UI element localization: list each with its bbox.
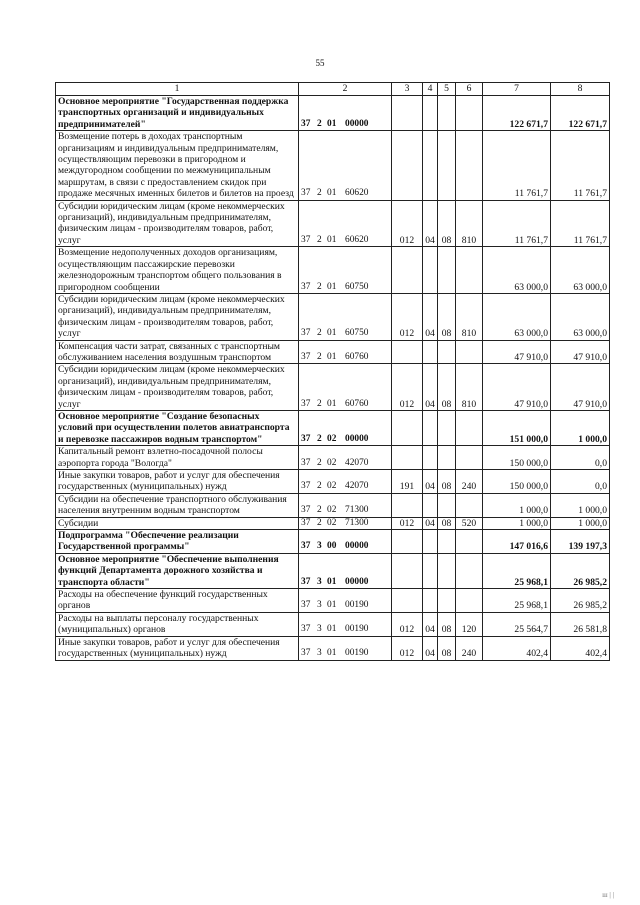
row-code (299, 131, 392, 200)
table-row (56, 340, 610, 364)
code-part: 02 (327, 481, 337, 492)
row-sum-2: 402,4 (551, 636, 610, 660)
code-part: 01 (327, 188, 337, 199)
code-part: 3 (317, 600, 322, 611)
code-part: 02 (327, 457, 337, 468)
row-pr: 08 (438, 636, 456, 660)
budget-table (55, 82, 610, 661)
code-part: 02 (327, 517, 337, 528)
code-part: 01 (327, 576, 337, 587)
code-part: 00190 (345, 624, 369, 635)
row-grbs (392, 247, 423, 294)
code-part: 00000 (345, 576, 369, 587)
code-part: 2 (317, 457, 322, 468)
row-name: Компенсация части затрат, связанных с транспортным обслуживанием населения воздушным транспортом (56, 340, 299, 364)
row-sum-1: 47 910,0 (483, 340, 551, 364)
code-part: 37 (301, 398, 311, 409)
row-rz: 04 (423, 636, 438, 660)
code-part: 2 (317, 234, 322, 245)
code-part: 37 (301, 351, 311, 362)
code-part: 01 (327, 624, 337, 635)
code-part: 01 (327, 118, 337, 129)
row-sum-2: 1 000,0 (551, 410, 610, 445)
row-code (299, 247, 392, 294)
row-vr (456, 340, 483, 364)
row-grbs: 012 (392, 200, 423, 247)
code-part: 60620 (345, 234, 369, 245)
code-part: 2 (317, 328, 322, 339)
row-sum-1: 47 910,0 (483, 364, 551, 411)
row-pr (438, 446, 456, 470)
code-part: 37 (301, 234, 311, 245)
code-part: 01 (327, 234, 337, 245)
code-part: 3 (317, 541, 322, 552)
row-sum-1: 402,4 (483, 636, 551, 660)
header-cell: 5 (438, 83, 456, 96)
code-part: 37 (301, 328, 311, 339)
row-pr (438, 589, 456, 613)
row-sum-2: 122 671,7 (551, 96, 610, 131)
row-grbs: 012 (392, 293, 423, 340)
row-rz (423, 553, 438, 588)
row-sum-1: 1 000,0 (483, 517, 551, 529)
row-sum-1: 150 000,0 (483, 470, 551, 494)
code-part: 00190 (345, 600, 369, 611)
row-grbs: 012 (392, 612, 423, 636)
row-vr (456, 131, 483, 200)
row-sum-1: 25 564,7 (483, 612, 551, 636)
code-part: 37 (301, 433, 311, 444)
row-vr (456, 446, 483, 470)
row-pr (438, 247, 456, 294)
row-name: Иные закупки товаров, работ и услуг для обеспечения государственных (муниципальных) нужд (56, 636, 299, 660)
row-vr: 810 (456, 364, 483, 411)
row-rz: 04 (423, 293, 438, 340)
code-part: 60750 (345, 281, 369, 292)
row-name: Субсидии юридическим лицам (кроме некоммерческих организаций), индивидуальным предпринимателям, физическим лицам - производителям товаров, работ, услуг (56, 293, 299, 340)
row-sum-1: 11 761,7 (483, 200, 551, 247)
row-grbs: 012 (392, 636, 423, 660)
header-cell: 6 (456, 83, 483, 96)
row-rz: 04 (423, 200, 438, 247)
row-rz (423, 493, 438, 517)
code-part: 37 (301, 541, 311, 552)
row-name: Основное мероприятие "Обеспечение выполнения функций Департамента дорожного хозяйства и транспорта области" (56, 553, 299, 588)
code-part: 71300 (345, 505, 369, 516)
code-part: 01 (327, 648, 337, 659)
page-number: 55 (315, 58, 325, 68)
row-rz (423, 530, 438, 554)
row-pr: 08 (438, 293, 456, 340)
row-rz: 04 (423, 612, 438, 636)
code-part: 37 (301, 576, 311, 587)
code-part: 3 (317, 648, 322, 659)
code-part: 37 (301, 281, 311, 292)
row-sum-2: 0,0 (551, 446, 610, 470)
row-sum-2: 139 197,3 (551, 530, 610, 554)
code-part: 42070 (345, 481, 369, 492)
row-name: Расходы на выплаты персоналу государственных (муниципальных) органов (56, 612, 299, 636)
code-part: 37 (301, 481, 311, 492)
code-part: 37 (301, 188, 311, 199)
code-part: 37 (301, 624, 311, 635)
row-sum-2: 1 000,0 (551, 517, 610, 529)
code-part: 02 (327, 433, 337, 444)
row-name: Субсидии юридическим лицам (кроме некоммерческих организаций), индивидуальным предпринимателям, физическим лицам - производителям товаров, работ, услуг (56, 364, 299, 411)
code-part: 00000 (345, 541, 369, 552)
row-rz: 04 (423, 470, 438, 494)
row-sum-1: 25 968,1 (483, 553, 551, 588)
code-part: 00000 (345, 118, 369, 129)
row-code (299, 446, 392, 470)
row-rz (423, 589, 438, 613)
row-rz (423, 340, 438, 364)
row-pr (438, 410, 456, 445)
code-part: 60620 (345, 188, 369, 199)
row-vr: 810 (456, 200, 483, 247)
row-vr: 240 (456, 636, 483, 660)
row-sum-2: 1 000,0 (551, 493, 610, 517)
code-part: 2 (317, 398, 322, 409)
row-rz (423, 131, 438, 200)
code-part: 01 (327, 281, 337, 292)
header-cell: 4 (423, 83, 438, 96)
row-sum-1: 1 000,0 (483, 493, 551, 517)
table-row (56, 470, 610, 494)
table-row (56, 636, 610, 660)
row-grbs (392, 553, 423, 588)
row-sum-2: 63 000,0 (551, 247, 610, 294)
row-code (299, 293, 392, 340)
row-code (299, 589, 392, 613)
code-part: 37 (301, 457, 311, 468)
header-cell: 8 (551, 83, 610, 96)
row-grbs (392, 493, 423, 517)
row-vr (456, 493, 483, 517)
code-part: 2 (317, 351, 322, 362)
header-cell: 7 (483, 83, 551, 96)
row-code (299, 96, 392, 131)
row-name: Субсидии на обеспечение транспортного обслуживания населения внутренним водным транспортом (56, 493, 299, 517)
row-name: Субсидии юридическим лицам (кроме некоммерческих организаций), индивидуальным предпринимателям, физическим лицам - производителям товаров, работ, услуг (56, 200, 299, 247)
row-name: Субсидии (56, 517, 299, 529)
table-row (56, 612, 610, 636)
row-vr (456, 589, 483, 613)
row-rz: 04 (423, 364, 438, 411)
code-part: 2 (317, 188, 322, 199)
row-vr (456, 96, 483, 131)
row-vr: 810 (456, 293, 483, 340)
row-code (299, 493, 392, 517)
table-row (56, 293, 610, 340)
code-part: 3 (317, 576, 322, 587)
header-cell: 3 (392, 83, 423, 96)
row-sum-1: 25 968,1 (483, 589, 551, 613)
code-part: 2 (317, 118, 322, 129)
code-part: 2 (317, 433, 322, 444)
row-code (299, 200, 392, 247)
row-sum-2: 0,0 (551, 470, 610, 494)
code-part: 01 (327, 398, 337, 409)
table-row (56, 131, 610, 200)
row-rz (423, 410, 438, 445)
row-name: Подпрограмма "Обеспечение реализации Государственной программы" (56, 530, 299, 554)
table-row (56, 530, 610, 554)
row-vr: 240 (456, 470, 483, 494)
row-vr (456, 410, 483, 445)
code-part: 2 (317, 505, 322, 516)
row-pr (438, 553, 456, 588)
row-sum-2: 11 761,7 (551, 131, 610, 200)
table-row (56, 364, 610, 411)
code-part: 60760 (345, 398, 369, 409)
row-sum-1: 63 000,0 (483, 247, 551, 294)
code-part: 42070 (345, 457, 369, 468)
row-rz (423, 96, 438, 131)
code-part: 01 (327, 600, 337, 611)
row-name: Расходы на обеспечение функций государственных органов (56, 589, 299, 613)
row-code (299, 410, 392, 445)
table-row (56, 589, 610, 613)
row-name: Возмещение потерь в доходах транспортным организациям и индивидуальным предпринимателям, осуществляющим перевозки в пригородном и междугородном сообщении по межмуниципальным маршрутам, в связи с предоставлением скидок при продаже месячных именных билетов и билетов на проезд (56, 131, 299, 200)
row-pr: 08 (438, 517, 456, 529)
row-grbs (392, 530, 423, 554)
row-grbs (392, 96, 423, 131)
row-sum-2: 11 761,7 (551, 200, 610, 247)
code-part: 60760 (345, 351, 369, 362)
row-sum-1: 150 000,0 (483, 446, 551, 470)
code-part: 02 (327, 505, 337, 516)
row-vr (456, 553, 483, 588)
row-name: Капитальный ремонт взлетно-посадочной полосы аэропорта города "Вологда" (56, 446, 299, 470)
row-code (299, 364, 392, 411)
row-sum-2: 47 910,0 (551, 340, 610, 364)
table-row (56, 517, 610, 529)
header-cell: 2 (299, 83, 392, 96)
code-part: 37 (301, 517, 311, 528)
row-rz (423, 247, 438, 294)
row-name: Основное мероприятие "Создание безопасных условий при осуществлении полетов авиатранспорта и перевозке пассажиров водным транспортом" (56, 410, 299, 445)
row-grbs: 012 (392, 364, 423, 411)
row-name: Иные закупки товаров, работ и услуг для обеспечения государственных (муниципальных) нужд (56, 470, 299, 494)
row-sum-1: 122 671,7 (483, 96, 551, 131)
code-part: 3 (317, 624, 322, 635)
code-part: 71300 (345, 517, 369, 528)
table-row (56, 410, 610, 445)
row-grbs (392, 131, 423, 200)
row-code (299, 553, 392, 588)
code-part: 00190 (345, 648, 369, 659)
code-part: 01 (327, 351, 337, 362)
footer-mark: ш | | (602, 891, 614, 899)
row-grbs (392, 340, 423, 364)
row-pr (438, 530, 456, 554)
row-sum-1: 11 761,7 (483, 131, 551, 200)
table-row (56, 200, 610, 247)
row-vr: 520 (456, 517, 483, 529)
table-row (56, 493, 610, 517)
table-header (56, 83, 610, 96)
row-grbs: 012 (392, 517, 423, 529)
table-row (56, 96, 610, 131)
row-code (299, 517, 392, 529)
code-part: 37 (301, 505, 311, 516)
row-grbs: 191 (392, 470, 423, 494)
row-code (299, 612, 392, 636)
table-row (56, 446, 610, 470)
row-code (299, 530, 392, 554)
row-pr (438, 131, 456, 200)
row-vr (456, 247, 483, 294)
table-row (56, 247, 610, 294)
row-rz: 04 (423, 517, 438, 529)
row-code (299, 340, 392, 364)
code-part: 01 (327, 328, 337, 339)
row-sum-1: 147 016,6 (483, 530, 551, 554)
code-part: 00 (327, 541, 337, 552)
row-code (299, 636, 392, 660)
row-sum-1: 63 000,0 (483, 293, 551, 340)
code-part: 37 (301, 600, 311, 611)
row-sum-2: 47 910,0 (551, 364, 610, 411)
row-pr: 08 (438, 470, 456, 494)
row-pr: 08 (438, 612, 456, 636)
row-pr: 08 (438, 200, 456, 247)
code-part: 37 (301, 648, 311, 659)
code-part: 2 (317, 481, 322, 492)
code-part: 00000 (345, 433, 369, 444)
row-vr: 120 (456, 612, 483, 636)
row-pr (438, 340, 456, 364)
row-sum-2: 26 985,2 (551, 553, 610, 588)
row-pr (438, 96, 456, 131)
row-grbs (392, 410, 423, 445)
row-pr (438, 493, 456, 517)
table-row (56, 553, 610, 588)
row-name: Возмещение недополученных доходов организациям, осуществляющим пассажирские перевозки железнодорожным транспортом общего пользования в пригородном сообщении (56, 247, 299, 294)
code-part: 2 (317, 517, 322, 528)
row-pr: 08 (438, 364, 456, 411)
header-cell: 1 (56, 83, 299, 96)
row-sum-2: 63 000,0 (551, 293, 610, 340)
row-sum-1: 151 000,0 (483, 410, 551, 445)
row-vr (456, 530, 483, 554)
row-sum-2: 26 985,2 (551, 589, 610, 613)
row-rz (423, 446, 438, 470)
row-grbs (392, 589, 423, 613)
row-code (299, 470, 392, 494)
code-part: 2 (317, 281, 322, 292)
row-grbs (392, 446, 423, 470)
row-sum-2: 26 581,8 (551, 612, 610, 636)
code-part: 60750 (345, 328, 369, 339)
row-name: Основное мероприятие "Государственная поддержка транспортных организаций и индивидуальных предпринимателей" (56, 96, 299, 131)
code-part: 37 (301, 118, 311, 129)
